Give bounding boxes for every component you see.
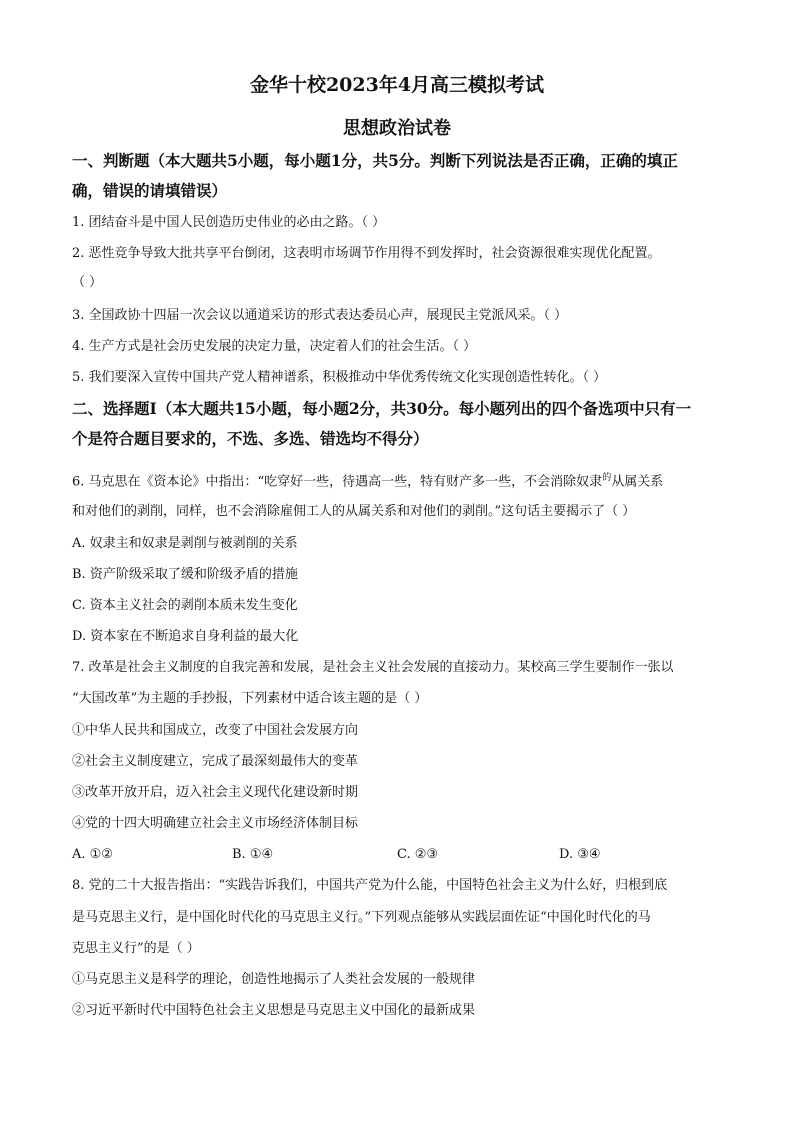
question-7-option-a: A. ①② <box>72 847 113 862</box>
question-3: 3. 全国政协十四届一次会议以通道采访的形式表达委员心声，展现民主党派风采。（ ） <box>72 308 568 323</box>
question-7-item-3: ③改革开放开启，迈入社会主义现代化建设新时期 <box>72 785 359 800</box>
question-6-option-a: A. 奴隶主和奴隶是剥削与被剥削的关系 <box>72 536 298 551</box>
question-6-line-1-tail: 从属关系 <box>611 474 664 490</box>
section-2-heading-line-2: 个是符合题目要求的，不选、多选、错选均不得分） <box>72 429 429 448</box>
section-1-heading-line-2: 确，错误的请填错误） <box>72 181 228 200</box>
question-8-line-2: 是马克思主义行，是中国化时代化的马克思主义行。”下列观点能够从实践层面佐证“中国化时代化的马 <box>72 910 651 925</box>
question-8-item-2: ②习近平新时代中国特色社会主义思想是马克思主义中国化的最新成果 <box>72 1003 476 1018</box>
section-1-heading-line-1: 一、判断题（本大题共5小题，每小题1分，共5分。判断下列说法是否正确，正确的填正 <box>72 151 678 170</box>
question-7-line-1: 7. 改革是社会主义制度的自我完善和发展，是社会主义社会发展的直接动力。某校高三学生要制作一张以 <box>72 660 674 675</box>
question-7-item-1: ①中华人民共和国成立，改变了中国社会发展方向 <box>72 723 359 738</box>
question-6-option-b: B. 资产阶级采取了缓和阶级矛盾的措施 <box>72 567 298 582</box>
question-7-options <box>72 845 732 865</box>
question-6-option-d: D. 资本家在不断追求自身利益的最大化 <box>72 629 299 644</box>
question-4: 4. 生产方式是社会历史发展的决定力量，决定着人们的社会生活。（ ） <box>72 339 477 354</box>
question-6-superscript: 的 <box>602 473 612 483</box>
question-8-line-3: 克思主义行”的是（ ） <box>72 941 200 956</box>
section-2-heading-line-1: 二、选择题Ⅰ（本大题共15小题，每小题2分，共30分。每小题列出的四个备选项中只有一 <box>72 399 692 418</box>
question-6-line-2: 和对他们的剥削，同样，也不会消除雇佣工人的从属关系和对他们的剥削。”这句话主要揭示了（ ） <box>72 504 636 519</box>
question-5: 5. 我们要深入宣传中国共产党人精神谱系，积极推动中华优秀传统文化实现创造性转化。（ ） <box>72 370 607 385</box>
exam-title: 金华十校2023年4月高三模拟考试 <box>249 74 545 96</box>
question-7-option-b: B. ①④ <box>232 847 274 862</box>
question-7-line-2: “大国改革”为主题的手抄报，下列素材中适合该主题的是（ ） <box>72 691 428 706</box>
question-7-option-c: C. ②③ <box>397 847 439 862</box>
question-2-line-2: （ ） <box>72 275 103 290</box>
question-8-line-1: 8. 党的二十大报告指出：“实践告诉我们，中国共产党为什么能，中国特色社会主义为什么好，归根到底 <box>72 878 668 893</box>
exam-subtitle: 思想政治试卷 <box>343 118 451 139</box>
question-6-line-1-text: 6. 马克思在《资本论》中指出：“吃穿好一些，待遇高一些，特有财产多一些，不会消除奴隶 <box>72 474 603 490</box>
question-8-item-1: ①马克思主义是科学的理论，创造性地揭示了人类社会发展的一般规律 <box>72 972 476 987</box>
question-1: 1. 团结奋斗是中国人民创造历史伟业的必由之路。（ ） <box>72 215 386 230</box>
question-6-line-1 <box>72 468 732 492</box>
question-6-option-c: C. 资本主义社会的剥削本质未发生变化 <box>72 598 298 613</box>
question-7-item-4: ④党的十四大明确建立社会主义市场经济体制目标 <box>72 816 359 831</box>
question-7-option-d: D. ③④ <box>559 847 601 862</box>
question-7-item-2: ②社会主义制度建立，完成了最深刻最伟大的变革 <box>72 754 359 769</box>
question-2-line-1: 2. 恶性竞争导致大批共享平台倒闭，这表明市场调节作用得不到发挥时，社会资源很难实现优化配置。 <box>72 246 661 261</box>
